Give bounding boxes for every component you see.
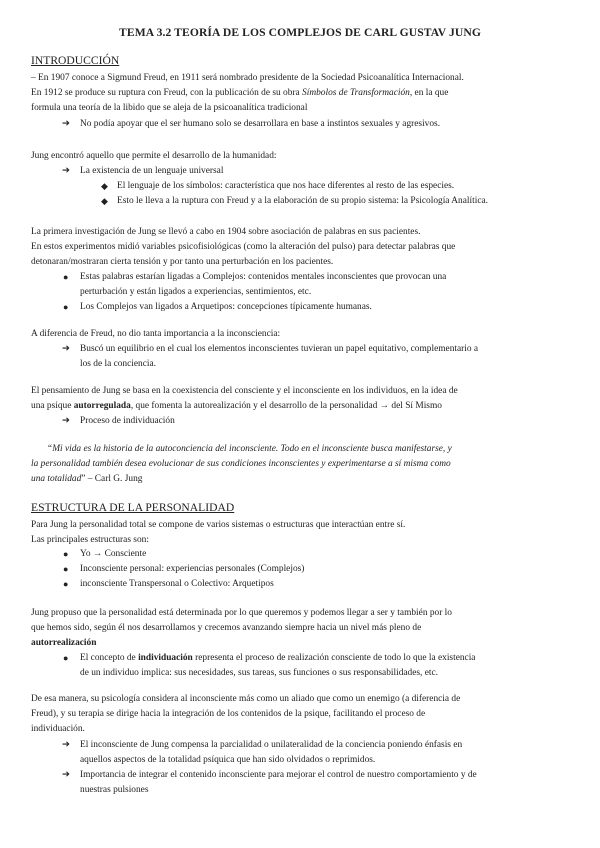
arrow-item: Proceso de individuación (80, 416, 175, 426)
arrow-item: Buscó un equilibrio en el cual los elementos inconscientes tuvieran un papel equitativo, complementario a (80, 344, 479, 354)
paragraph-line: La primera investigación de Jung se llevó a cabo en 1904 sobre asociación de palabras en sus pacientes. (31, 227, 421, 237)
arrow-bullet-icon: ➔ (62, 344, 70, 354)
bullet-item (80, 651, 475, 666)
diamond-bullet-icon: ◆ (101, 181, 108, 191)
text-span: El concepto de (80, 653, 139, 663)
arrow-item: El inconsciente de Jung compensa la parcialidad o unilateralidad de la conciencia poniendo énfasis en (80, 740, 463, 750)
book-title-italic: Símbolos de Transformación (302, 88, 410, 98)
text-span: En 1912 se produce su ruptura con Freud, con la publicación de su obra (31, 88, 303, 98)
arrow-bullet-icon: ➔ (62, 740, 70, 750)
bullet-item: Los Complejos van ligados a Arquetipos: concepciones típicamente humanas. (80, 302, 372, 312)
arrow-bullet-icon: ➔ (62, 770, 70, 780)
document-title: TEMA 3.2 TEORÍA DE LOS COMPLEJOS DE CARL GUSTAV JUNG (119, 26, 481, 39)
arrow-bullet-icon: ➔ (62, 416, 70, 426)
quote-line (47, 442, 452, 457)
text-span: representa el proceso de realización consciente de todo lo que la existencia (192, 653, 476, 663)
bullet-dot-icon: ● (63, 579, 69, 589)
paragraph-line: formula una teoría de la libido que se aleja de la psicoanalítica tradicional (31, 103, 308, 113)
arrow-item-continued: aquellos aspectos de la totalidad psíquica que han sido olvidados o reprimidos. (80, 755, 376, 765)
bullet-item-continued: perturbación y están ligados a experiencias, sentimientos, etc. (80, 287, 312, 297)
paragraph-line: En estos experimentos midió variables psicofisiológicas (como la alteración del pulso) para detectar palabras que (31, 242, 456, 252)
paragraph-line: El pensamiento de Jung se basa en la coexistencia del consciente y el inconsciente en los individuos, en la idea de (31, 386, 458, 396)
bullet-dot-icon: ● (63, 549, 69, 559)
bullet-item: Yo → Consciente (80, 549, 147, 559)
bullet-dot-icon: ● (63, 564, 69, 574)
bullet-dot-icon: ● (63, 653, 69, 663)
quote-line (31, 472, 142, 487)
bold-term: individuación (138, 653, 193, 663)
text-span: , en la que (409, 88, 449, 98)
paragraph-line (31, 399, 442, 414)
paragraph-line: Jung encontró aquello que permite el desarrollo de la humanidad: (31, 151, 277, 161)
arrow-bullet-icon: ➔ (62, 166, 70, 176)
paragraph-line: A diferencia de Freud, no dio tanta importancia a la inconsciencia: (31, 329, 281, 339)
arrow-item: Importancia de integrar el contenido inconsciente para mejorar el control de nuestro comportamiento y de (80, 770, 477, 780)
quote-text: una totalidad (31, 474, 82, 484)
paragraph-line: detonaran/mostraran cierta tensión y por tanto una perturbación en los pacientes. (31, 257, 334, 267)
paragraph-line: Las principales estructuras son: (31, 535, 149, 545)
arrow-bullet-icon: ➔ (62, 119, 70, 129)
paragraph-line (31, 636, 96, 651)
diamond-item: Esto le lleva a la ruptura con Freud y a la elaboración de su propio sistema: la Psicología Analítica. (117, 196, 488, 206)
paragraph-line: De esa manera, su psicología considera al inconsciente más como un aliado que como un enemigo (a diferencia de (31, 694, 461, 704)
bullet-item: Estas palabras estarían ligadas a Complejos: contenidos mentales inconscientes que provocan una (80, 272, 447, 282)
paragraph-line: que hemos sido, según él nos desarrollamos y crecemos avanzando siempre hacia un nivel más pleno de (31, 623, 422, 633)
quote-text: “Mi vida es la historia de la autoconciencia del inconsciente. Todo en el inconsciente busca manifestarse, y (47, 444, 452, 454)
bullet-dot-icon: ● (63, 272, 69, 282)
paragraph-line: Para Jung la personalidad total se compone de varios sistemas o estructuras que interactúan entre sí. (31, 520, 406, 530)
bold-term: autorrealización (31, 638, 97, 648)
diamond-item: El lenguaje de los símbolos: característica que nos hace diferentes al resto de las especies. (117, 181, 455, 191)
text-span: , que fomenta la autorealización y el desarrollo de la personalidad → del Sí Mismo (130, 401, 442, 411)
bullet-item-continued: de un individuo implica: sus necesidades, sus tareas, sus funciones o sus responsabilidades, etc. (80, 668, 439, 678)
bold-term: autorregulada (73, 401, 131, 411)
bullet-dot-icon: ● (63, 302, 69, 312)
section-heading-introduccion: INTRODUCCIÓN (31, 54, 120, 67)
quote-author: ” – Carl G. Jung (81, 474, 143, 484)
text-span: una psique (31, 401, 74, 411)
arrow-item-continued: nuestras pulsiones (80, 785, 149, 795)
paragraph-line: individuación. (31, 724, 85, 734)
diamond-bullet-icon: ◆ (101, 196, 108, 206)
section-heading-estructura: ESTRUCTURA DE LA PERSONALIDAD (31, 501, 235, 514)
quote-line (31, 457, 451, 472)
paragraph-line: Freud), y su terapia se dirige hacia la integración de los contenidos de la psique, facilitando el proceso de (31, 709, 426, 719)
quote-text: la personalidad también desea evolucionar de sus condiciones inconscientes y experimentarse a sí misma como (31, 459, 451, 469)
paragraph-line: – En 1907 conoce a Sigmund Freud, en 1911 será nombrado presidente de la Sociedad Psicoanalítica Internacional. (31, 73, 464, 83)
arrow-item: No podía apoyar que el ser humano solo se desarrollara en base a instintos sexuales y agresivos. (80, 119, 441, 129)
paragraph-line: Jung propuso que la personalidad está determinada por lo que queremos y podemos llegar a ser y también por lo (31, 608, 452, 618)
arrow-item: La existencia de un lenguaje universal (80, 166, 224, 176)
paragraph-line (31, 86, 448, 101)
arrow-item-continued: los de la conciencia. (80, 359, 157, 369)
bullet-item: inconsciente Transpersonal o Colectivo: Arquetipos (80, 579, 274, 589)
bullet-item: Inconsciente personal: experiencias personales (Complejos) (80, 564, 305, 574)
